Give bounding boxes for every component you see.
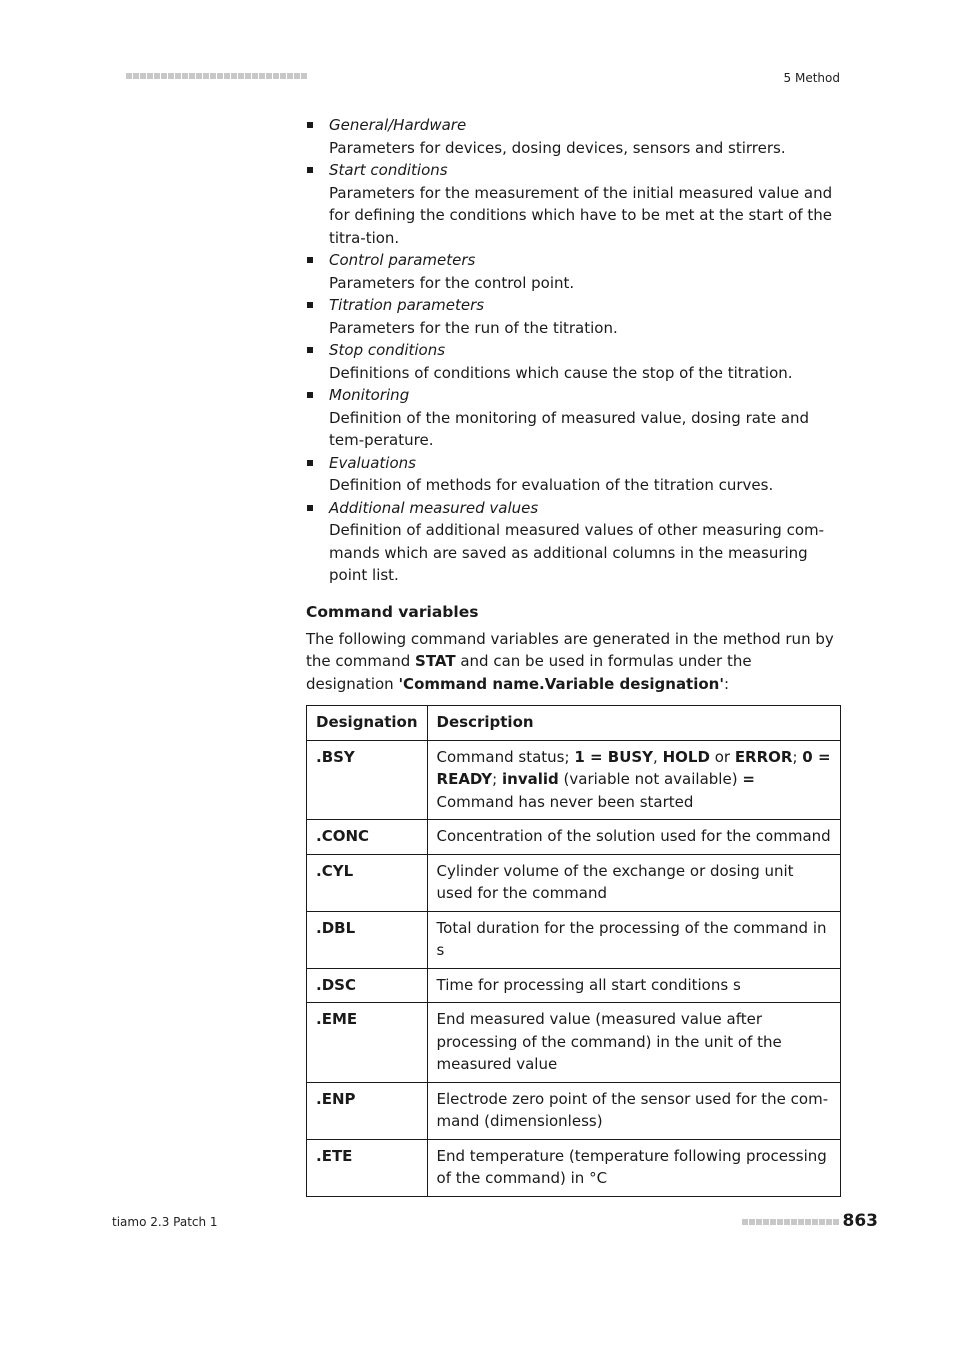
list-item <box>306 294 841 339</box>
table-header-row <box>307 706 841 741</box>
description-text: , <box>653 747 663 766</box>
list-item-term: Start conditions <box>329 161 448 179</box>
description-text: Command has never been started <box>436 792 694 811</box>
list-item-term: Control parameters <box>329 251 476 269</box>
table-row <box>307 911 841 968</box>
list-item <box>306 114 841 159</box>
list-item-description: Parameters for devices, dosing devices, sensors and stirrers. <box>329 138 786 157</box>
section-heading: Command variables <box>306 602 479 621</box>
list-item-description: Definitions of conditions which cause the stop of the titration. <box>329 363 793 382</box>
list-item-description: Definition of additional measured values of other measuring com-mands which are saved as additional columns in the measuring point list. <box>329 521 825 584</box>
list-item-description: Definition of the monitoring of measured value, dosing rate and tem-perature. <box>329 408 810 449</box>
bullet-icon <box>307 460 313 466</box>
status-value: = <box>742 770 755 788</box>
description-text: (variable not available) <box>558 770 743 788</box>
page-number: 863 <box>842 1211 878 1231</box>
description-text: Command status; <box>436 747 575 766</box>
description-text: or <box>709 747 735 766</box>
bullet-icon <box>307 257 313 263</box>
table-row <box>307 820 841 855</box>
bullet-icon <box>307 167 313 173</box>
description-text: ; <box>492 770 502 788</box>
list-item-description: Parameters for the measurement of the initial measured value and for defining the conditions which have to be met at the start of the titra-tion. <box>329 183 833 247</box>
bullet-icon <box>307 392 313 398</box>
intro-text: The following command variables are generated in the method run by the command <box>306 629 834 670</box>
bullet-icon <box>307 347 313 353</box>
list-item-term: Evaluations <box>329 453 416 472</box>
status-value: 1 = BUSY <box>574 747 654 766</box>
status-value: 0 = READY <box>436 747 831 788</box>
variable-description: End measured value (measured value after processing of the command) in the unit of the measured value <box>427 1003 840 1083</box>
list-item <box>306 384 841 452</box>
command-variables-table <box>306 705 841 1197</box>
table-row <box>307 1003 841 1083</box>
variable-name: .BSY <box>307 740 428 820</box>
description-text: ; <box>792 747 803 766</box>
table-row <box>307 854 841 911</box>
variable-name: .ETE <box>307 1139 428 1196</box>
parameter-list <box>306 114 841 587</box>
bullet-icon <box>307 302 313 308</box>
variable-name: .EME <box>307 1003 428 1083</box>
designation-format: 'Command name.Variable designation' <box>398 674 724 693</box>
list-item-description: Parameters for the run of the titration. <box>329 318 618 337</box>
footer-product: tiamo 2.3 Patch 1 <box>112 1215 218 1229</box>
list-item <box>306 159 841 249</box>
bullet-icon <box>307 122 313 128</box>
table-row <box>307 740 841 820</box>
variable-description: Concentration of the solution used for the command <box>427 820 840 855</box>
status-value: HOLD <box>662 747 710 766</box>
list-item-term: Additional measured values <box>329 498 539 517</box>
table-row <box>307 968 841 1003</box>
variable-description <box>427 740 840 820</box>
column-header-description: Description <box>427 706 840 741</box>
running-header-section: 5 Method <box>783 71 840 85</box>
bullet-icon <box>307 505 313 511</box>
table-row <box>307 1082 841 1139</box>
header-decoration <box>126 73 307 79</box>
column-header-designation: Designation <box>307 706 428 741</box>
list-item-description: Definition of methods for evaluation of the titration curves. <box>329 476 774 494</box>
intro-text: and can be used in formulas under the designation <box>306 652 752 693</box>
list-item <box>306 339 841 384</box>
variable-description: Time for processing all start conditions s <box>427 968 840 1003</box>
intro-text: : <box>723 674 730 693</box>
list-item-description: Parameters for the control point. <box>329 273 575 292</box>
intro-paragraph <box>306 628 841 696</box>
variable-name: .CYL <box>307 854 428 911</box>
variable-name: .ENP <box>307 1082 428 1139</box>
list-item <box>306 249 841 294</box>
footer-decoration <box>742 1219 839 1225</box>
list-item-term: Stop conditions <box>329 341 446 359</box>
status-value: ERROR <box>734 747 793 766</box>
list-item-term: General/Hardware <box>329 116 467 134</box>
list-item <box>306 497 841 587</box>
list-item <box>306 452 841 497</box>
table-row <box>307 1139 841 1196</box>
list-item-term: Titration parameters <box>329 296 485 314</box>
variable-description: End temperature (temperature following processing of the command) in °C <box>427 1139 840 1196</box>
command-name: STAT <box>415 652 456 670</box>
main-content <box>306 114 841 1197</box>
status-value: invalid <box>502 770 559 788</box>
list-item-term: Monitoring <box>329 386 410 404</box>
variable-description: Total duration for the processing of the command in s <box>427 911 840 968</box>
variable-description: Electrode zero point of the sensor used for the com-mand (dimensionless) <box>427 1082 840 1139</box>
variable-name: .CONC <box>307 820 428 855</box>
variable-description: Cylinder volume of the exchange or dosing unit used for the command <box>427 854 840 911</box>
variable-name: .DBL <box>307 911 428 968</box>
variable-name: .DSC <box>307 968 428 1003</box>
